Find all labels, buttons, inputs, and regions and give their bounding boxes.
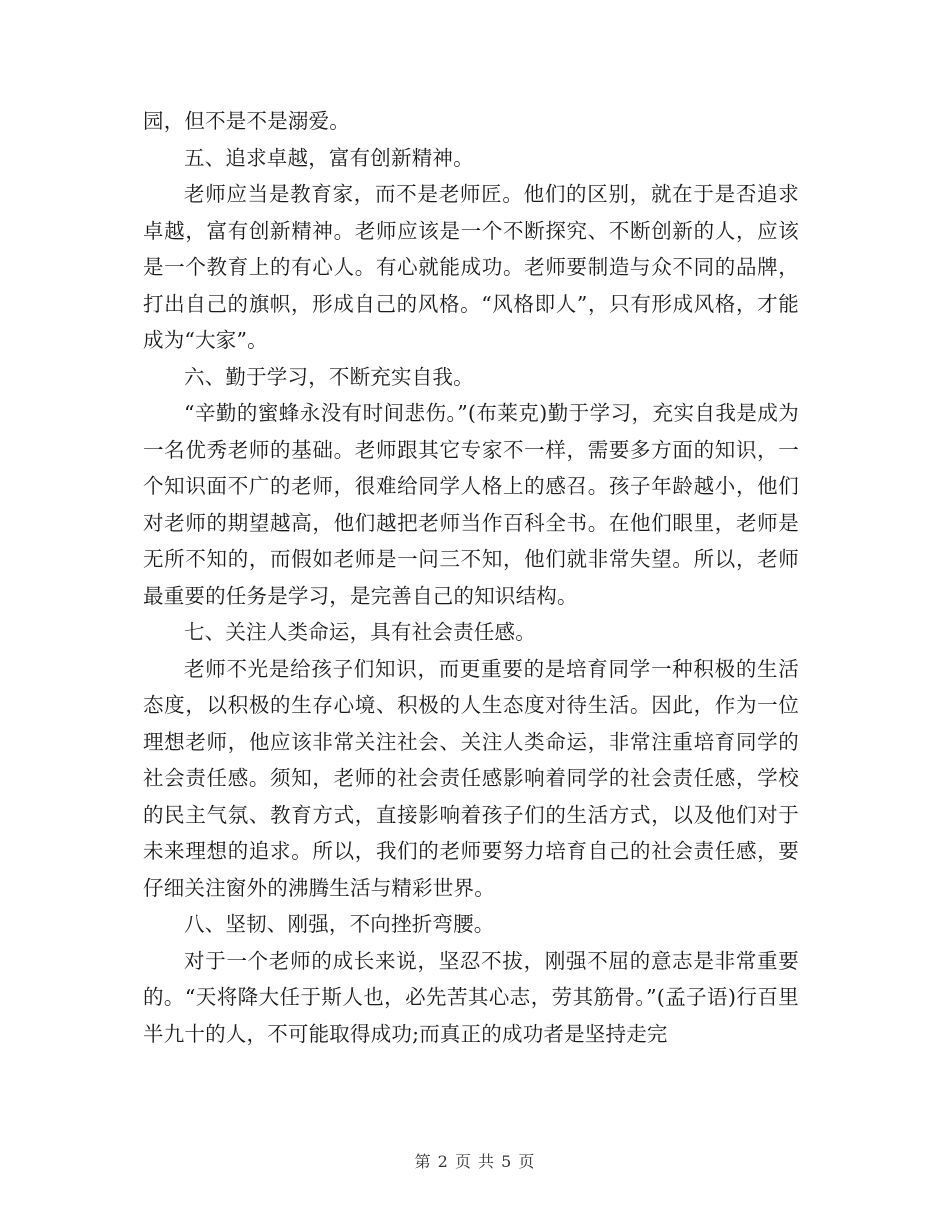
paragraph-continuation: 园，但不是不是溺爱。 xyxy=(143,109,350,133)
paragraph: 对于一个老师的成长来说，坚忍不拔，刚强不屈的意志是非常重要的。“天将降大任于斯人也，必先苦其心志，劳其筋骨。”(孟子语)行百里半九十的人，不可能取得成功;而真正的成功者是坚持走完 xyxy=(143,948,799,1046)
section-heading-8: 八、坚韧、刚强，不向挫折弯腰。 xyxy=(184,912,495,936)
paragraph: 老师不光是给孩子们知识，而更重要的是培育同学一种积极的生活态度，以积极的生存心境、积极的人生态度对待生活。因此，作为一位理想老师，他应该非常关注社会、关注人类命运，非常注重培育同学的社会责任感。须知，老师的社会责任感影响着同学的社会责任感，学校的民主气氛、教育方式，直接影响着孩子们的生活方式，以及他们对于未来理想的追求。所以，我们的老师要努力培育自己的社会责任感，要仔细关注窗外的沸腾生活与精彩世界。 xyxy=(143,656,799,900)
page-number-footer: 第 2 页 共 5 页 xyxy=(414,1152,536,1171)
section-heading-7: 七、关注人类命运，具有社会责任感。 xyxy=(184,620,536,644)
paragraph: 老师应当是教育家，而不是老师匠。他们的区别，就在于是否追求卓越，富有创新精神。老师应该是一个不断探究、不断创新的人，应该是一个教育上的有心人。有心就能成功。老师要制造与众不同的品牌，打出自己的旗帜，形成自己的风格。“风格即人”，只有形成风格，才能成为“大家”。 xyxy=(143,182,799,352)
paragraph: “辛勤的蜜蜂永没有时间悲伤。”(布莱克)勤于学习，充实自我是成为一名优秀老师的基础。老师跟其它专家不一样，需要多方面的知识，一个知识面不广的老师，很难给同学人格上的感召。孩子年龄越小，他们对老师的期望越高，他们越把老师当作百科全书。在他们眼里，老师是无所不知的，而假如老师是一问三不知，他们就非常失望。所以，老师最重要的任务是学习，是完善自己的知识结构。 xyxy=(143,401,799,608)
document-body xyxy=(143,103,799,1052)
section-heading-5: 五、追求卓越，富有创新精神。 xyxy=(184,145,474,170)
section-heading-6: 六、勤于学习，不断充实自我。 xyxy=(184,364,474,389)
